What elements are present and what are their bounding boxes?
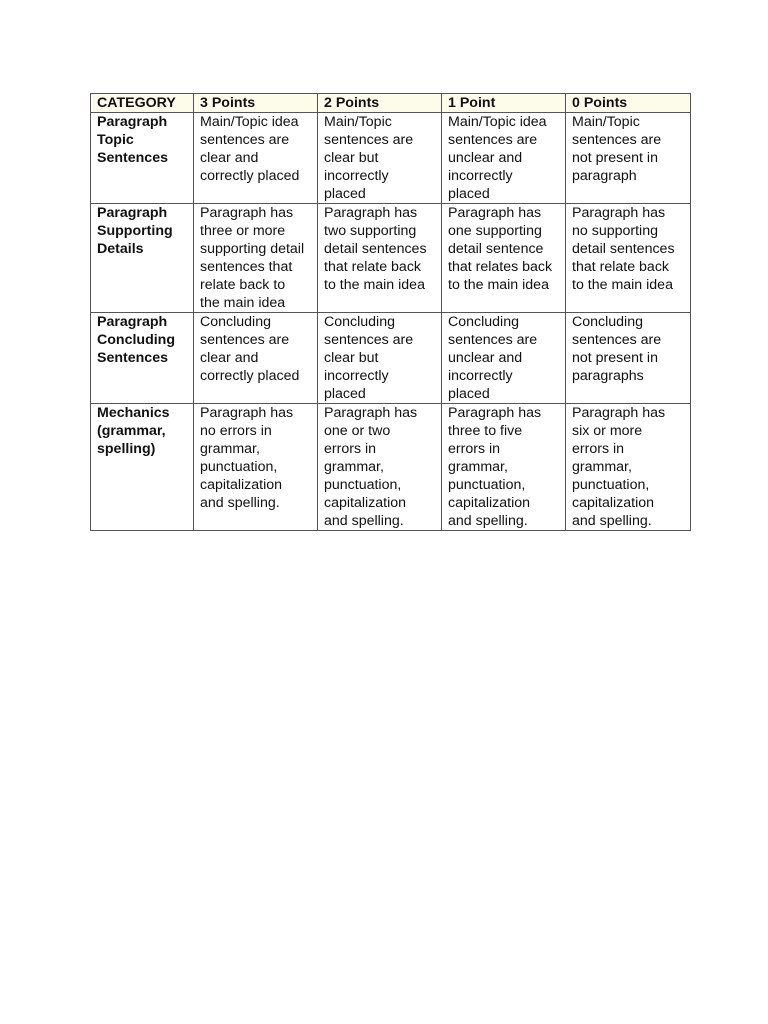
header-1-point: 1 Point	[442, 94, 566, 113]
table-cell: Main/Topic sentences are not present in paragraph	[566, 113, 691, 204]
table-cell: Concluding sentences are clear and correctly placed	[194, 313, 318, 404]
table-cell: Paragraph has three to five errors in grammar, punctuation, capitalization and spelling.	[442, 404, 566, 531]
table-row	[91, 313, 691, 404]
row-category: Paragraph Topic Sentences	[91, 113, 194, 204]
table-cell: Paragraph has three or more supporting detail sentences that relate back to the main idea	[194, 204, 318, 313]
table-cell: Main/Topic idea sentences are clear and correctly placed	[194, 113, 318, 204]
table-cell: Paragraph has no supporting detail sentences that relate back to the main idea	[566, 204, 691, 313]
table-cell: Paragraph has one supporting detail sentence that relates back to the main idea	[442, 204, 566, 313]
table-cell: Concluding sentences are clear but incorrectly placed	[318, 313, 442, 404]
table-row	[91, 113, 691, 204]
row-category: Paragraph Concluding Sentences	[91, 313, 194, 404]
row-category: Mechanics (grammar, spelling)	[91, 404, 194, 531]
table-cell: Concluding sentences are not present in paragraphs	[566, 313, 691, 404]
table-cell: Main/Topic idea sentences are unclear and incorrectly placed	[442, 113, 566, 204]
table-row	[91, 404, 691, 531]
header-3-points: 3 Points	[194, 94, 318, 113]
header-category: CATEGORY	[91, 94, 194, 113]
table-cell: Concluding sentences are unclear and incorrectly placed	[442, 313, 566, 404]
rubric-table	[90, 93, 691, 531]
header-2-points: 2 Points	[318, 94, 442, 113]
table-cell: Paragraph has two supporting detail sentences that relate back to the main idea	[318, 204, 442, 313]
table-header-row	[91, 94, 691, 113]
row-category: Paragraph Supporting Details	[91, 204, 194, 313]
table-row	[91, 204, 691, 313]
table-cell: Paragraph has no errors in grammar, punctuation, capitalization and spelling.	[194, 404, 318, 531]
table-cell: Paragraph has six or more errors in grammar, punctuation, capitalization and spelling.	[566, 404, 691, 531]
table-cell: Main/Topic sentences are clear but incorrectly placed	[318, 113, 442, 204]
header-0-points: 0 Points	[566, 94, 691, 113]
table-cell: Paragraph has one or two errors in grammar, punctuation, capitalization and spelling.	[318, 404, 442, 531]
